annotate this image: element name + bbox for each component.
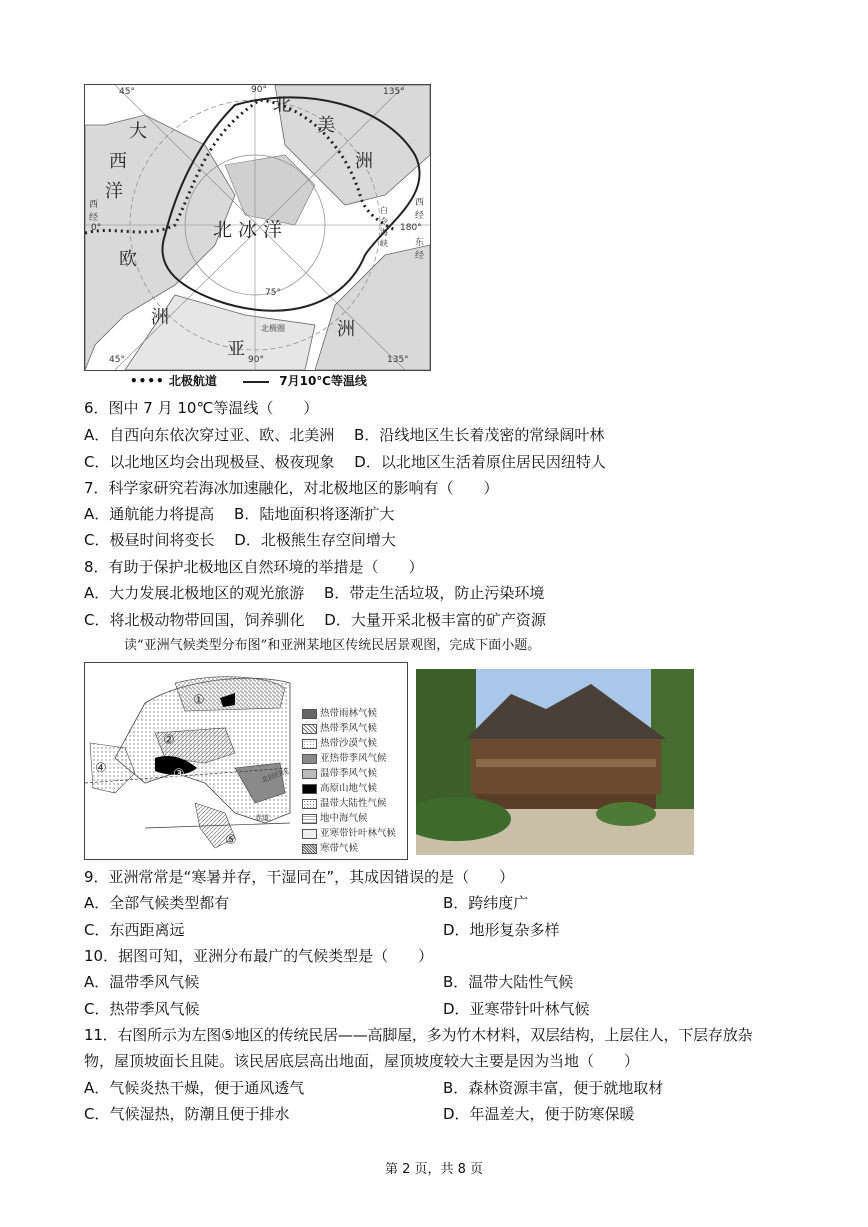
region-zhou-asia: 洲 <box>337 319 355 340</box>
tropic-of-cancer-label: 北回归线 <box>260 767 290 785</box>
q9-option-c[interactable]: C．东西距离远 <box>84 921 185 939</box>
q6-options-2 <box>84 452 606 472</box>
deg-label-135-bottom: 135° <box>387 355 409 365</box>
west-longitude-label-left: 西经 <box>89 200 99 223</box>
deg-label-0: 0° <box>91 223 102 233</box>
q11-stem-line1: 11．右图所示为左图⑤地区的传统民居——高脚屋，多为竹木材料，双层结构，上层住人，下层存放杂 <box>84 1026 753 1044</box>
deg-label-45-top: 45° <box>119 87 135 97</box>
q10-option-b[interactable]: B．温带大陆性气候 <box>443 973 574 991</box>
q11-option-d[interactable]: D．年温差大，便于防寒保暖 <box>443 1105 635 1123</box>
q7-option-c[interactable]: C．极昼时间将变长 <box>84 531 215 549</box>
legend-tropical-monsoon: 热带季风气候 <box>302 720 377 734</box>
deg-label-180: 180° <box>400 223 422 233</box>
q9-stem: 9．亚洲常常是“寒暑并存，干湿同在”，其成因错误的是（ ） <box>84 868 515 886</box>
deg-label-45-bottom: 45° <box>109 355 125 365</box>
reading-prompt: 读“亚洲气候类型分布图”和亚洲某地区传统民居景观图，完成下面小题。 <box>124 638 541 653</box>
region-zhou-na: 洲 <box>355 151 373 172</box>
region-bei: 北 <box>273 95 291 116</box>
q6-option-c[interactable]: C．以北地区均会出现极昼、极夜现象 <box>84 453 335 471</box>
legend-temperate-monsoon: 温带季风气候 <box>302 765 377 779</box>
legend-isotherm-label: 7月10℃等温线 <box>279 374 367 388</box>
legend-subtropical-monsoon: 亚热带季风气候 <box>302 750 387 764</box>
q7-option-d[interactable]: D．北极熊生存空间增大 <box>234 531 396 549</box>
q8-option-c[interactable]: C．将北极动物带回国，饲养驯化 <box>84 611 305 629</box>
legend-mediterranean: 地中海气候 <box>302 810 368 824</box>
region-ou: 欧 <box>119 249 137 270</box>
q6-options-1 <box>84 425 604 445</box>
legend-subarctic-coniferous: 亚寒带针叶林气候 <box>302 825 396 839</box>
bering-strait-label: 白令海峡 <box>380 206 388 248</box>
q11-option-a[interactable]: A．气候炎热干燥，便于通风透气 <box>84 1079 305 1097</box>
deg-label-75: 75° <box>265 288 281 298</box>
legend-temperate-continental: 温带大陆性气候 <box>302 795 387 809</box>
region-mei: 美 <box>317 115 335 136</box>
q10-stem: 10．据图可知，亚洲分布最广的气候类型是（ ） <box>84 947 434 965</box>
east-longitude-label: 东经 <box>415 238 425 261</box>
arctic-map-legend: •••• 北极航道 7月10℃等温线 <box>130 374 367 388</box>
west-longitude-label: 西经 <box>415 198 425 221</box>
region-da: 大 <box>129 121 147 142</box>
region-zhou-eu: 洲 <box>151 307 169 328</box>
q7-option-b[interactable]: B．陆地面积将逐渐扩大 <box>234 505 395 523</box>
marker-4: ④ <box>95 761 107 776</box>
arctic-circle-label: 北极圈 <box>261 324 285 333</box>
region-ya: 亚 <box>227 339 245 360</box>
q6-option-a[interactable]: A．自西向东依次穿过亚、欧、北美洲 <box>84 426 335 444</box>
legend-tropical-rainforest: 热带雨林气候 <box>302 705 377 719</box>
legend-route-label: 北极航道 <box>168 374 217 388</box>
arctic-ocean-label: 北冰洋 <box>213 219 289 241</box>
legend-tropical-desert: 热带沙漠气候 <box>302 735 377 749</box>
marker-2: ② <box>163 733 175 748</box>
q9-option-a[interactable]: A．全部气候类型都有 <box>84 894 230 912</box>
legend-polar: 寒带气候 <box>302 840 358 854</box>
q8-option-a[interactable]: A．大力发展北极地区的观光旅游 <box>84 584 305 602</box>
deg-label-90-bottom: 90° <box>248 355 264 365</box>
q9-option-b[interactable]: B．跨纬度广 <box>443 894 529 912</box>
q6-option-b[interactable]: B．沿线地区生长着茂密的常绿阔叶林 <box>354 426 605 444</box>
asia-climate-map <box>84 662 408 860</box>
q10-option-c[interactable]: C．热带季风气候 <box>84 1000 200 1018</box>
q11-option-c[interactable]: C．气候湿热，防潮且便于排水 <box>84 1105 290 1123</box>
q7-options-2 <box>84 530 396 550</box>
region-yang: 洋 <box>105 181 123 202</box>
region-xi: 西 <box>109 151 127 172</box>
deg-label-135-top: 135° <box>383 87 405 97</box>
q8-option-d[interactable]: D．大量开采北极丰富的矿产资源 <box>324 611 546 629</box>
marker-3: ③ <box>173 767 185 782</box>
q8-stem: 8．有助于保护北极地区自然环境的举措是（ ） <box>84 558 424 576</box>
q9-option-d[interactable]: D．地形复杂多样 <box>443 921 560 939</box>
q10-option-d[interactable]: D．亚寒带针叶林气候 <box>443 1000 590 1018</box>
q8-option-b[interactable]: B．带走生活垃圾，防止污染环境 <box>324 584 545 602</box>
q6-stem: 6．图中 7 月 10℃等温线（ ） <box>84 399 319 417</box>
q8-options-2 <box>84 610 546 630</box>
q7-option-a[interactable]: A．通航能力将提高 <box>84 505 215 523</box>
marker-1: ① <box>193 693 205 708</box>
equator-label: 赤道 <box>255 814 269 822</box>
q11-option-b[interactable]: B．森林资源丰富，便于就地取材 <box>443 1079 664 1097</box>
q8-options-1 <box>84 583 544 603</box>
arctic-map <box>84 84 431 371</box>
q6-option-d[interactable]: D．以北地区生活着原住居民因纽特人 <box>354 453 606 471</box>
deg-label-90-top: 90° <box>251 85 267 95</box>
q11-stem-line2: 物，屋顶坡面长且陡。该民居底层高出地面，屋顶坡度较大主要是因为当地（ ） <box>84 1052 640 1070</box>
page-footer: 第 2 页，共 8 页 <box>384 1162 484 1177</box>
q7-stem: 7．科学家研究若海冰加速融化，对北极地区的影响有（ ） <box>84 479 499 497</box>
stilt-house-photo <box>416 669 694 855</box>
q10-option-a[interactable]: A．温带季风气候 <box>84 973 200 991</box>
marker-5: ⑤ <box>225 833 237 848</box>
stilt-house-drawing <box>416 669 694 855</box>
legend-highland: 高原山地气候 <box>302 780 377 794</box>
q7-options-1 <box>84 504 394 524</box>
